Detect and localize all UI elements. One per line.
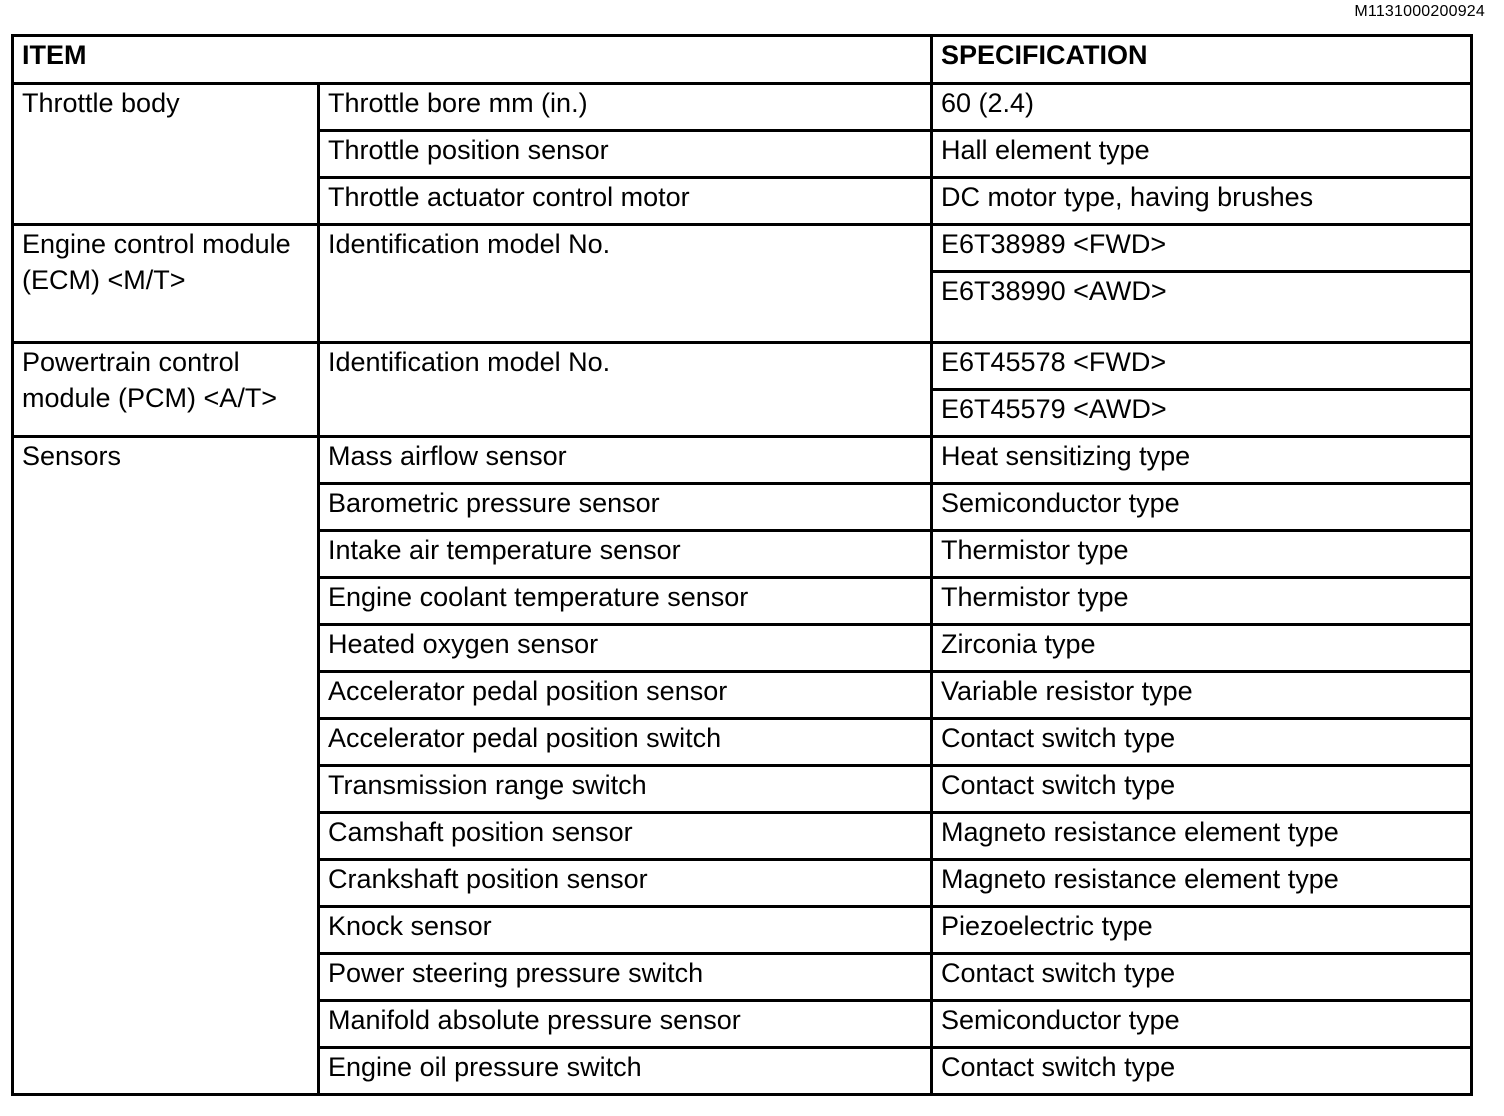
table-header-row [13,36,1472,84]
spec-cell: E6T45578 <FWD> [932,343,1472,390]
table-row [13,437,1472,484]
item-cell: Throttle position sensor [319,131,932,178]
spec-cell: Contact switch type [932,954,1472,1001]
item-cell: Accelerator pedal position sensor [319,672,932,719]
spec-cell: Zirconia type [932,625,1472,672]
spec-cell: Variable resistor type [932,672,1472,719]
spec-cell: Contact switch type [932,1048,1472,1095]
item-cell: Mass airflow sensor [319,437,932,484]
spec-cell: Thermistor type [932,531,1472,578]
header-specification: SPECIFICATION [932,36,1472,84]
spec-cell: DC motor type, having brushes [932,178,1472,225]
spec-cell: Contact switch type [932,719,1472,766]
item-cell: Accelerator pedal position switch [319,719,932,766]
spec-cell: Thermistor type [932,578,1472,625]
item-cell: Crankshaft position sensor [319,860,932,907]
specification-table [11,34,1473,1096]
item-cell: Knock sensor [319,907,932,954]
document-id: M1131000200924 [1354,3,1485,20]
item-cell: Throttle actuator control motor [319,178,932,225]
item-cell: Transmission range switch [319,766,932,813]
spec-cell: 60 (2.4) [932,84,1472,131]
table-row [13,84,1472,131]
group-label-sensors: Sensors [13,437,319,1095]
spec-cell: Magneto resistance element type [932,860,1472,907]
item-cell: Camshaft position sensor [319,813,932,860]
item-cell: Identification model No. [319,343,932,437]
group-label-throttle-body: Throttle body [13,84,319,225]
group-label-ecm: Engine control module (ECM) <M/T> [13,225,319,343]
spec-cell: E6T45579 <AWD> [932,390,1472,437]
item-cell: Engine coolant temperature sensor [319,578,932,625]
item-cell: Identification model No. [319,225,932,343]
table-row [13,225,1472,272]
item-cell: Intake air temperature sensor [319,531,932,578]
spec-cell: E6T38989 <FWD> [932,225,1472,272]
item-cell: Manifold absolute pressure sensor [319,1001,932,1048]
item-cell: Heated oxygen sensor [319,625,932,672]
item-cell: Power steering pressure switch [319,954,932,1001]
spec-cell: Piezoelectric type [932,907,1472,954]
spec-cell: Heat sensitizing type [932,437,1472,484]
item-cell: Throttle bore mm (in.) [319,84,932,131]
spec-cell: Semiconductor type [932,484,1472,531]
spec-cell: Semiconductor type [932,1001,1472,1048]
spec-cell: Contact switch type [932,766,1472,813]
item-cell: Engine oil pressure switch [319,1048,932,1095]
spec-cell: Hall element type [932,131,1472,178]
item-cell: Barometric pressure sensor [319,484,932,531]
spec-cell: Magneto resistance element type [932,813,1472,860]
spec-cell: E6T38990 <AWD> [932,272,1472,343]
table-row [13,343,1472,390]
group-label-pcm: Powertrain control module (PCM) <A/T> [13,343,319,437]
header-item: ITEM [13,36,932,84]
